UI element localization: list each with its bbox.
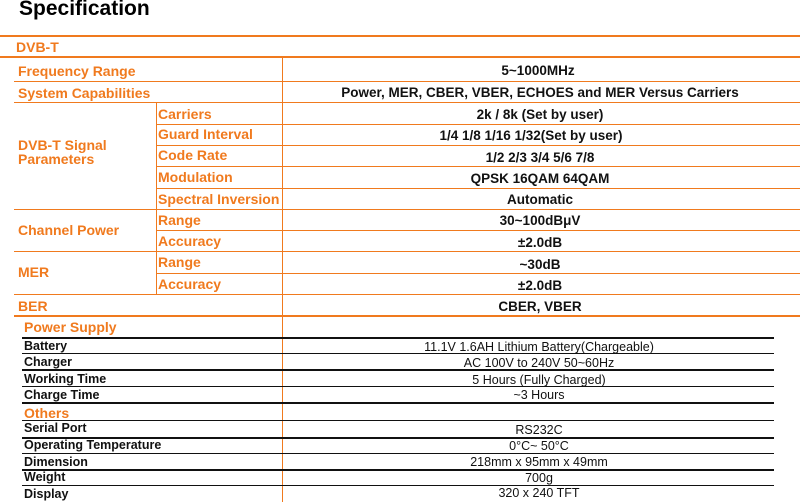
rule — [22, 453, 774, 454]
system-capabilities-value: Power, MER, CBER, VBER, ECHOES and MER Versus Carriers — [341, 85, 739, 100]
guard-interval-value: 1/4 1/8 1/16 1/32(Set by user) — [439, 128, 623, 143]
code-rate-label: Code Rate — [158, 147, 228, 163]
ber-value: CBER, VBER — [498, 299, 582, 314]
page-title: Specification — [19, 0, 150, 20]
working-time-label: Working Time — [24, 372, 107, 386]
code-rate-value: 1/2 2/3 3/4 5/6 7/8 — [485, 150, 595, 165]
display-label: Display — [24, 487, 69, 501]
rule — [156, 273, 800, 274]
charge-time-value: ~3 Hours — [513, 388, 565, 402]
rule-title — [0, 35, 800, 37]
charge-time-label: Charge Time — [24, 388, 100, 402]
ber-label: BER — [18, 298, 48, 314]
signal-parameters-label-line2: Parameters — [18, 151, 95, 167]
mer-label: MER — [18, 264, 50, 280]
rule — [22, 386, 774, 387]
charger-value: AC 100V to 240V 50~60Hz — [463, 356, 615, 370]
channel-power-range-label: Range — [158, 212, 201, 228]
rule-section — [0, 56, 800, 58]
mer-accuracy-value: ±2.0dB — [517, 278, 563, 293]
spectral-inversion-label: Spectral Inversion — [158, 191, 280, 207]
dimension-value: 218mm x 95mm x 49mm — [470, 455, 608, 469]
serial-port-label: Serial Port — [24, 421, 87, 435]
channel-power-label: Channel Power — [18, 222, 120, 238]
mer-range-label: Range — [158, 254, 201, 270]
rule — [14, 209, 800, 210]
rule — [14, 81, 800, 82]
modulation-label: Modulation — [158, 169, 233, 185]
carriers-label: Carriers — [158, 106, 212, 122]
charger-label: Charger — [24, 355, 72, 369]
weight-label: Weight — [24, 470, 66, 484]
rule — [14, 315, 800, 317]
rule — [22, 485, 774, 486]
rule — [14, 251, 800, 252]
rule — [156, 188, 800, 189]
system-capabilities-label: System Capabilities — [18, 85, 151, 101]
rule — [14, 102, 800, 103]
section-heading-dvbt: DVB-T — [16, 39, 59, 55]
mer-accuracy-label: Accuracy — [158, 276, 222, 292]
dimension-label: Dimension — [24, 455, 88, 469]
working-time-value: 5 Hours (Fully Charged) — [472, 373, 606, 387]
display-value: 320 x 240 TFT — [498, 486, 580, 500]
channel-power-accuracy-label: Accuracy — [158, 233, 222, 249]
others-heading: Others — [24, 405, 70, 421]
serial-port-value: RS232C — [515, 423, 563, 437]
rule — [22, 402, 774, 404]
rule — [156, 230, 800, 231]
rule — [156, 166, 800, 167]
column-divider — [282, 56, 283, 315]
frequency-range-label: Frequency Range — [18, 63, 136, 79]
column-divider — [156, 102, 157, 294]
spectral-inversion-value: Automatic — [506, 192, 574, 207]
signal-parameters-label — [18, 138, 107, 166]
rule — [14, 294, 800, 295]
carriers-value: 2k / 8k (Set by user) — [476, 107, 604, 122]
modulation-value: QPSK 16QAM 64QAM — [470, 171, 610, 186]
rule — [22, 469, 774, 471]
rule — [22, 353, 774, 354]
channel-power-accuracy-value: ±2.0dB — [517, 235, 563, 250]
rule — [156, 124, 800, 125]
operating-temperature-value: 0°C~ 50°C — [509, 439, 569, 453]
column-divider — [282, 315, 283, 502]
rule — [156, 145, 800, 146]
guard-interval-label: Guard Interval — [158, 126, 253, 142]
signal-parameters-label-line1: DVB-T Signal — [18, 137, 107, 153]
operating-temperature-label: Operating Temperature — [24, 438, 162, 452]
rule — [22, 369, 774, 371]
rule — [22, 420, 774, 421]
mer-range-value: ~30dB — [519, 257, 561, 272]
power-supply-heading: Power Supply — [24, 319, 117, 335]
rule — [22, 337, 774, 339]
battery-label: Battery — [24, 339, 68, 353]
channel-power-range-value: 30~100dBμV — [499, 213, 581, 228]
battery-value: 11.1V 1.6AH Lithium Battery(Chargeable) — [424, 340, 654, 354]
frequency-range-value: 5~1000MHz — [501, 63, 575, 78]
weight-value: 700g — [525, 471, 553, 485]
